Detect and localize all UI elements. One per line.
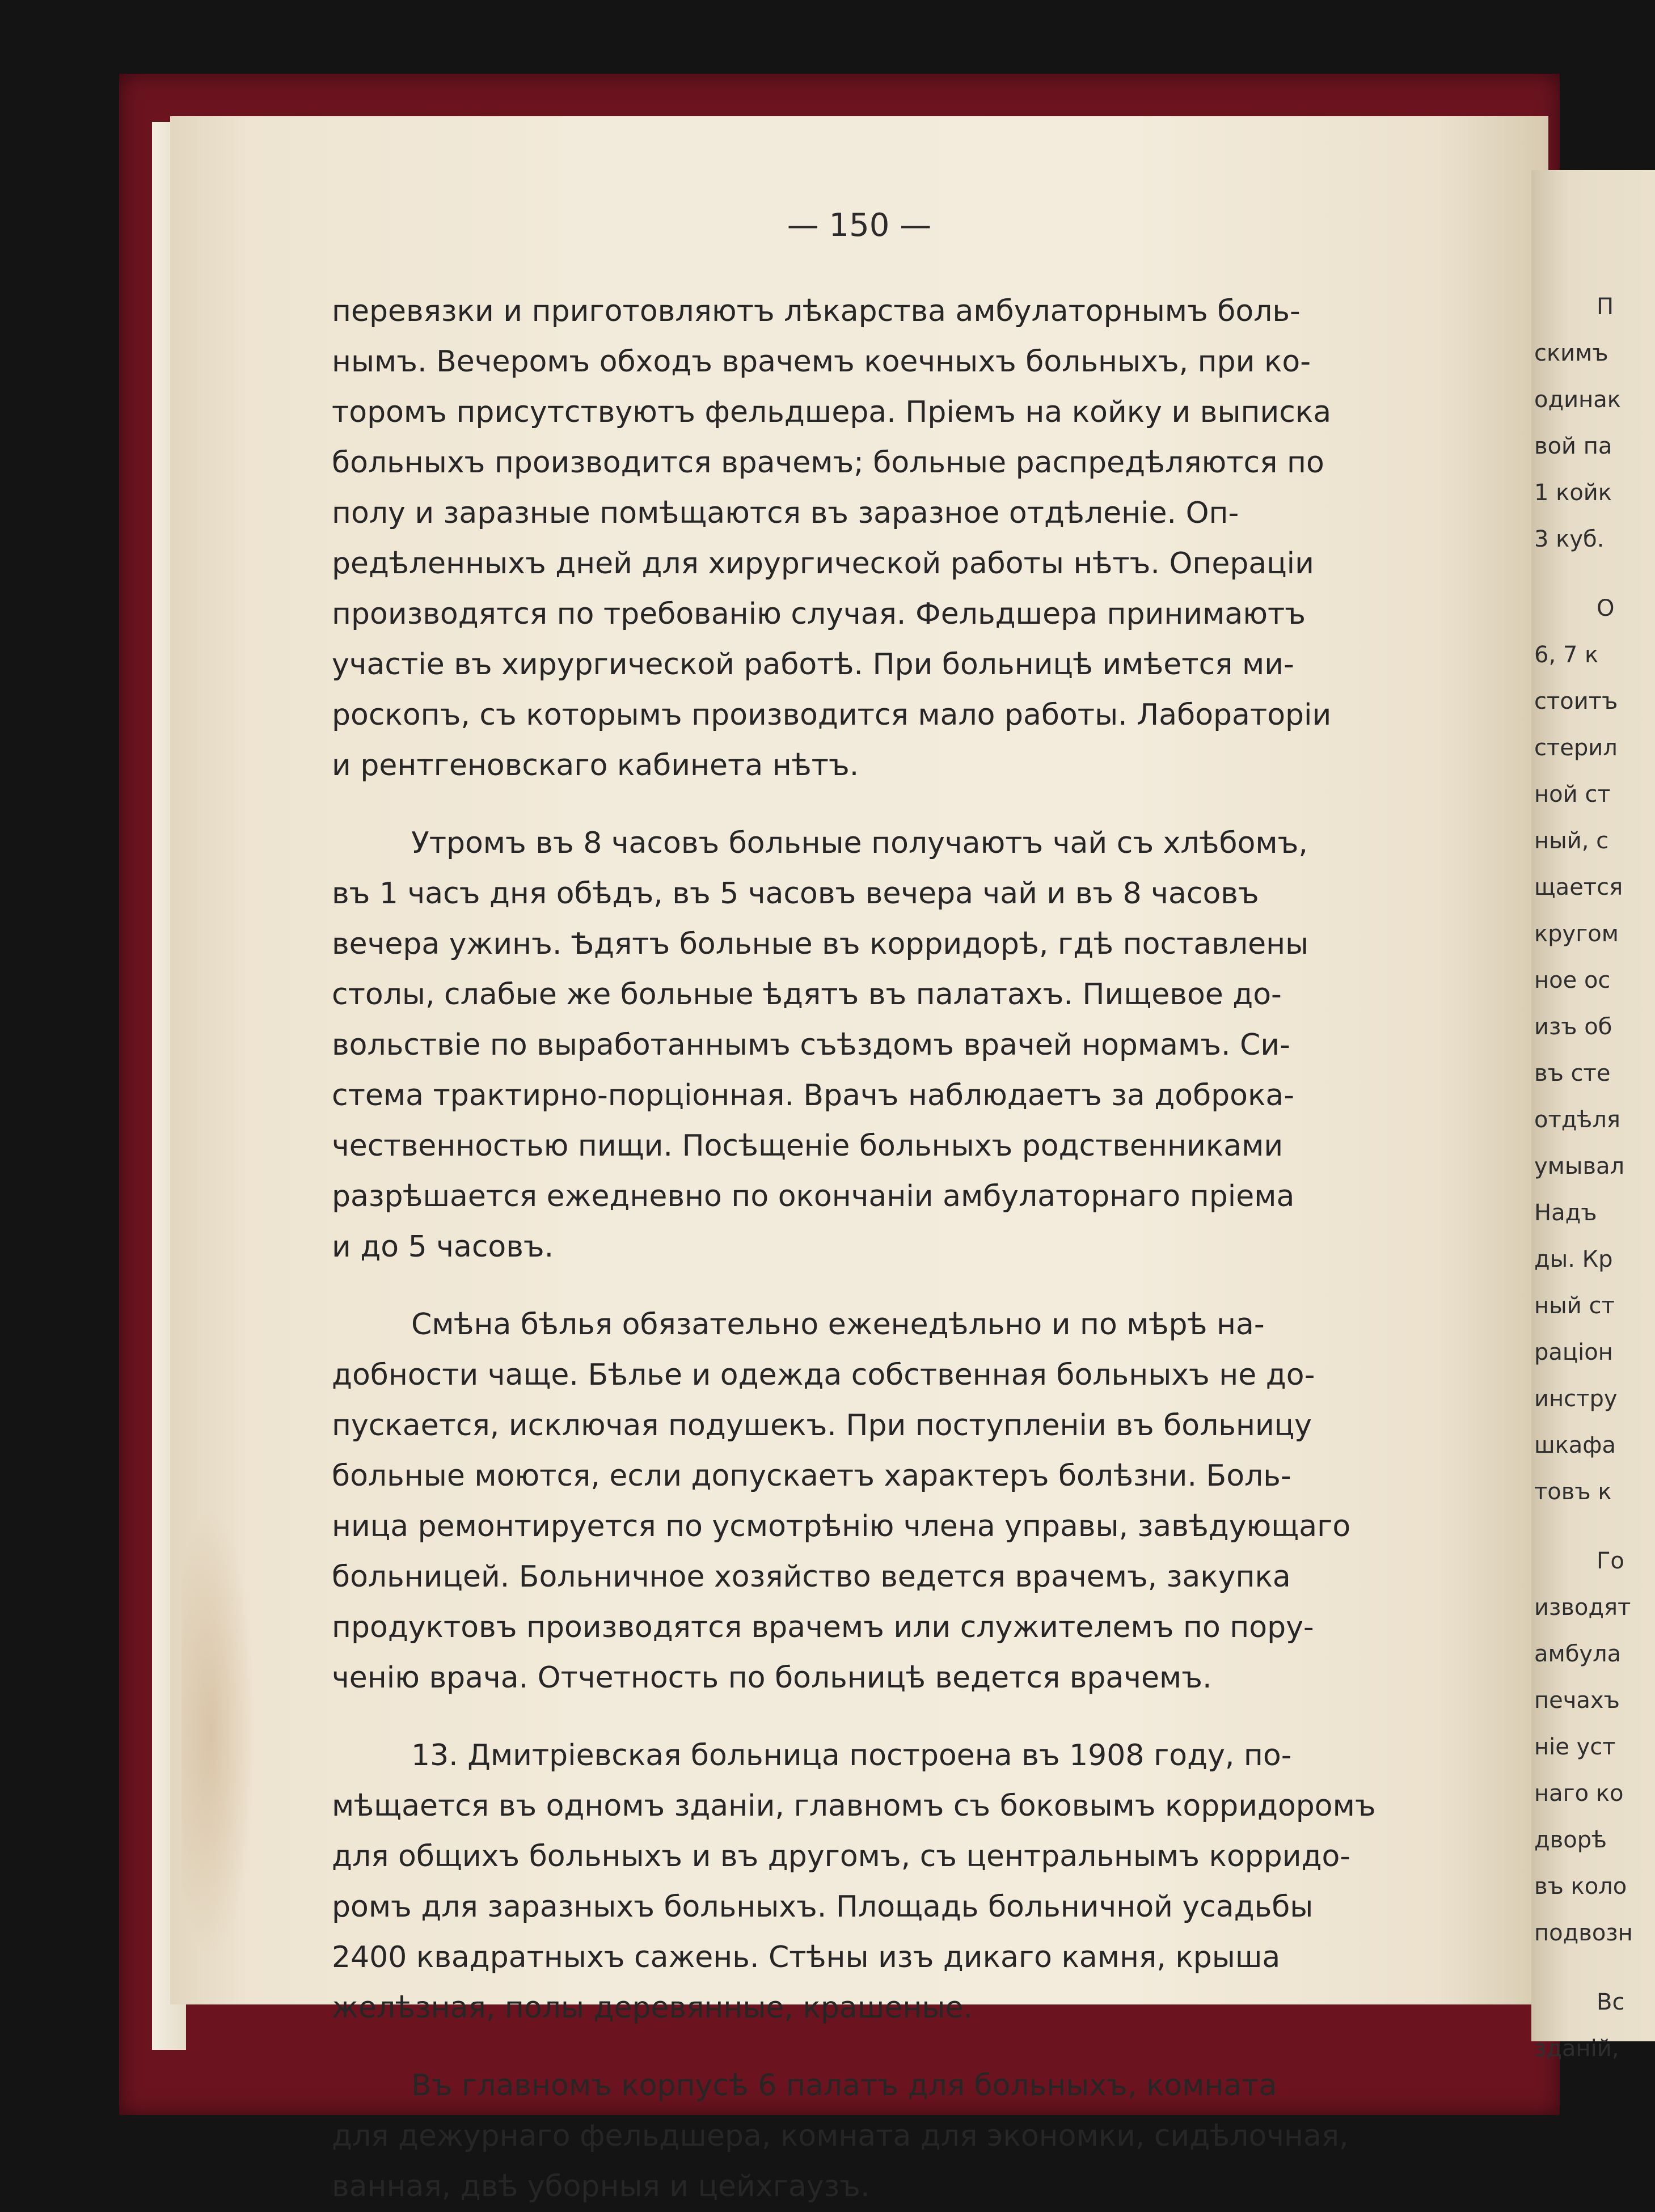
adjacent-line: скимъ (1534, 340, 1608, 366)
text-line: больныхъ производится врачемъ; больные распредѣляются по (332, 446, 1324, 480)
adjacent-line: подвозн (1534, 1920, 1633, 1946)
text-line: 13. Дмитріевская больница построена въ 1908 году, по- (411, 1739, 1292, 1773)
adjacent-line: щается (1534, 874, 1623, 900)
adjacent-line: ной ст (1534, 781, 1611, 807)
adjacent-line: наго ко (1534, 1780, 1624, 1807)
text-line: и рентгеновскаго кабинета нѣтъ. (332, 748, 859, 783)
text-line: Утромъ въ 8 часовъ больные получаютъ чай съ хлѣбомъ, (411, 826, 1308, 860)
adjacent-line: ный, с (1534, 828, 1609, 854)
adjacent-line: въ сте (1534, 1060, 1611, 1086)
text-line: перевязки и приготовляютъ лѣкарства амбулаторнымъ боль- (332, 294, 1301, 328)
adjacent-line: ды. Кр (1534, 1246, 1613, 1272)
text-line: нымъ. Вечеромъ обходъ врачемъ коечныхъ больныхъ, при ко- (332, 345, 1311, 379)
adjacent-line: инстру (1534, 1386, 1618, 1412)
adjacent-line: раціон (1534, 1339, 1613, 1365)
adjacent-line: ніе уст (1534, 1734, 1616, 1760)
adjacent-line: одинак (1534, 387, 1621, 413)
paragraph-gap (332, 1703, 1540, 1731)
text-line: ромъ для заразныхъ больныхъ. Площадь больничной усадьбы (332, 1890, 1314, 1924)
adjacent-line: стоитъ (1534, 688, 1618, 714)
adjacent-line: печахъ (1534, 1687, 1620, 1714)
adjacent-line: стерил (1534, 735, 1618, 761)
text-line: для дежурнаго фельдшера, комната для экономки, сидѣлочная, (332, 2119, 1349, 2153)
paper-stain (181, 1505, 255, 1959)
text-line: ница ремонтируется по усмотрѣнію члена управы, завѣдующаго (332, 1509, 1351, 1543)
adjacent-gap (1534, 562, 1633, 585)
adjacent-line: ный ст (1534, 1293, 1615, 1319)
adjacent-line: амбула (1534, 1641, 1622, 1667)
adjacent-line: отдѣля (1534, 1107, 1620, 1133)
text-line: ченію врача. Отчетность по больницѣ ведется врачемъ. (332, 1661, 1212, 1695)
text-line: желѣзная, полы деревянные, крашеные. (332, 1991, 973, 2025)
text-line: столы, слабые же больные ѣдятъ въ палатахъ. Пищевое до- (332, 978, 1282, 1012)
text-line: вечера ужинъ. Ѣдятъ больные въ корридорѣ, гдѣ поставлены (332, 927, 1309, 961)
text-line: больные моются, если допускаетъ характеръ болѣзни. Боль- (332, 1459, 1291, 1493)
text-line: больницей. Больничное хозяйство ведется врачемъ, закупка (332, 1560, 1291, 1594)
text-line: Въ главномъ корпусѣ 6 палатъ для больныхъ, комната (411, 2069, 1277, 2103)
text-line: продуктовъ производятся врачемъ или служителемъ по пору- (332, 1610, 1314, 1644)
adjacent-line: изъ об (1534, 1014, 1612, 1040)
text-line: редѣленныхъ дней для хирургической работы нѣтъ. Операціи (332, 547, 1314, 581)
text-line: полу и заразные помѣщаются въ заразное отдѣленіе. Оп- (332, 496, 1239, 530)
adjacent-line: Го (1597, 1548, 1624, 1574)
text-line: производятся по требованію случая. Фельдшера принимаютъ (332, 597, 1306, 631)
adjacent-line: 3 куб. (1534, 526, 1605, 552)
text-line: чественностью пищи. Посѣщеніе больныхъ родственниками (332, 1129, 1284, 1163)
text-line: торомъ присутствуютъ фельдшера. Пріемъ на койку и выписка (332, 395, 1332, 429)
adjacent-line: Вс (1597, 1989, 1625, 2015)
adjacent-line: ное ос (1534, 967, 1611, 993)
adjacent-gap (1534, 1515, 1633, 1538)
text-line: ванная, двѣ уборныя и цейхгаузъ. (332, 2169, 870, 2203)
text-line: въ 1 часъ дня обѣдъ, въ 5 часовъ вечера чай и въ 8 часовъ (332, 877, 1259, 911)
adjacent-line: П (1597, 294, 1614, 320)
adjacent-page-text (1534, 284, 1633, 2072)
paragraph-gap (332, 791, 1540, 818)
adjacent-line: дворѣ (1534, 1827, 1607, 1853)
adjacent-line: изводят (1534, 1594, 1631, 1621)
text-line: разрѣшается ежедневно по окончаніи амбулаторнаго пріема (332, 1179, 1295, 1213)
text-line: пускается, исключая подушекъ. При поступленіи въ больницу (332, 1409, 1312, 1443)
page-number: — 150 — (787, 207, 932, 244)
adjacent-gap (1534, 1956, 1633, 1979)
adjacent-line: 1 койк (1534, 480, 1612, 506)
paragraph-gap (332, 1272, 1540, 1300)
adjacent-line: зданій, (1534, 2036, 1619, 2062)
adjacent-line: умывал (1534, 1153, 1625, 1179)
text-line: 2400 квадратныхъ сажень. Стѣны изъ дикаго камня, крыша (332, 1940, 1281, 1974)
text-line: добности чаще. Бѣлье и одежда собственная больныхъ не до- (332, 1358, 1315, 1392)
adjacent-line: товъ к (1534, 1479, 1612, 1505)
text-line: и до 5 часовъ. (332, 1230, 554, 1264)
adjacent-line: шкафа (1534, 1432, 1616, 1458)
adjacent-line: въ коло (1534, 1873, 1627, 1900)
text-line: вольствіе по выработаннымъ съѣздомъ врачей нормамъ. Си- (332, 1028, 1290, 1062)
adjacent-line: Надъ (1534, 1200, 1597, 1226)
text-line: роскопъ, съ которымъ производится мало работы. Лабораторіи (332, 698, 1332, 732)
page-body-text (332, 286, 1540, 2212)
adjacent-line: О (1597, 595, 1615, 621)
text-line: Смѣна бѣлья обязательно еженедѣльно и по мѣрѣ на- (411, 1308, 1265, 1342)
text-line: для общихъ больныхъ и въ другомъ, съ центральнымъ корридо- (332, 1839, 1351, 1873)
adjacent-line: кругом (1534, 921, 1619, 947)
adjacent-line: 6, 7 к (1534, 642, 1599, 668)
paragraph-gap (332, 2033, 1540, 2061)
text-line: стема трактирно-порціонная. Врачъ наблюдаетъ за доброка- (332, 1078, 1295, 1113)
text-line: участіе въ хирургической работѣ. При больницѣ имѣется ми- (332, 648, 1294, 682)
text-line: мѣщается въ одномъ зданіи, главномъ съ боковымъ корридоромъ (332, 1789, 1376, 1823)
adjacent-line: вой па (1534, 433, 1612, 459)
